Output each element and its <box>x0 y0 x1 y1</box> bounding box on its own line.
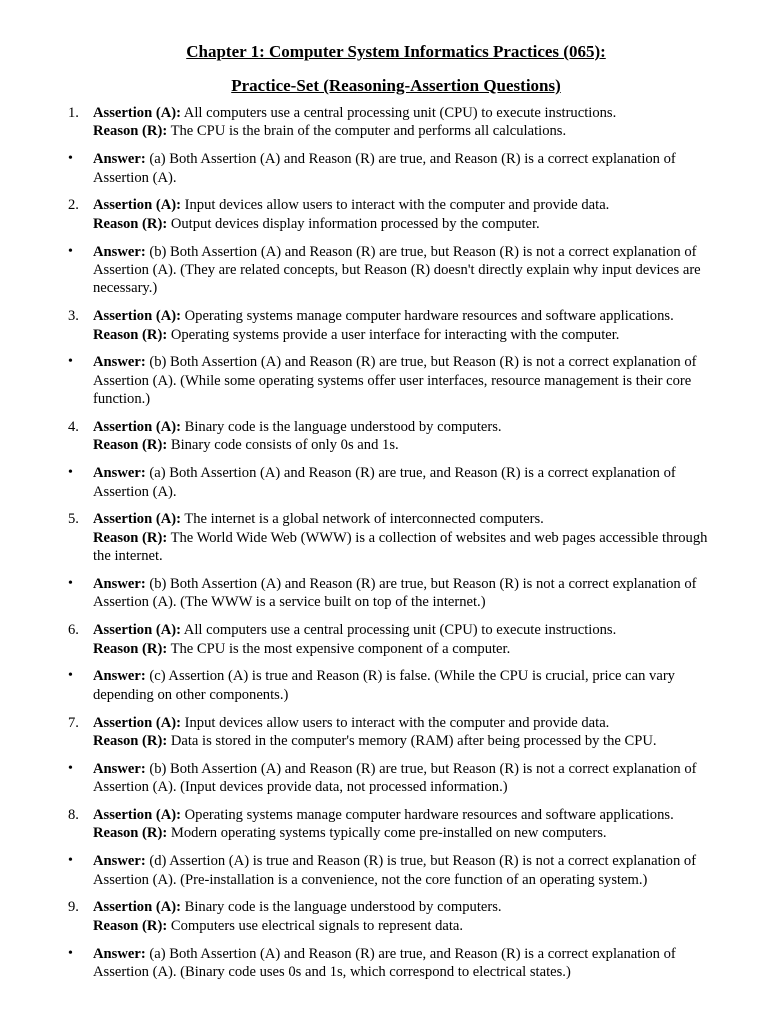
answer-label: Answer: <box>93 576 146 593</box>
question-list <box>68 104 728 981</box>
answer-text: (a) Both Assertion (A) and Reason (R) are true, and Reason (R) is a correct explanation of Assertion (A). (Binary code uses 0s and 1s, which correspond to electrical states.) <box>93 945 676 981</box>
answer-item <box>68 243 728 298</box>
bullet-icon: • <box>68 853 73 869</box>
answer-text: (d) Assertion (A) is true and Reason (R) is true, but Reason (R) is not a correct explanation of Assertion (A). (Pre-installation is a convenience, not the core function of an operating system.) <box>93 853 697 888</box>
reason-label: Reason (R): <box>93 825 168 842</box>
bullet-icon: • <box>68 760 73 776</box>
assertion-text: Operating systems manage computer hardware resources and software applications. <box>184 308 674 325</box>
question-number: 2. <box>68 197 79 214</box>
answer-label: Answer: <box>93 354 146 371</box>
assertion-label: Assertion (A): <box>93 807 181 824</box>
bullet-icon: • <box>68 354 73 370</box>
question-number: 5. <box>68 511 79 528</box>
page-title: Chapter 1: Computer System Informatics Practices (065): <box>186 42 606 61</box>
bullet-icon: • <box>68 465 73 481</box>
reason-line <box>93 122 728 140</box>
assertion-line <box>93 510 728 528</box>
assertion-text: Binary code is the language understood by computers. <box>184 899 502 916</box>
question-item <box>68 510 728 565</box>
reason-line <box>93 640 728 658</box>
reason-text: Modern operating systems typically come pre-installed on new computers. <box>170 825 607 842</box>
answer-item <box>68 353 728 408</box>
reason-line <box>93 732 728 750</box>
reason-text: Output devices display information processed by the computer. <box>170 215 540 232</box>
reason-text: Binary code consists of only 0s and 1s. <box>170 437 399 454</box>
answer-item <box>68 667 728 704</box>
answer-text: (a) Both Assertion (A) and Reason (R) are true, and Reason (R) is a correct explanation of Assertion (A). <box>93 151 676 186</box>
answer-item <box>68 150 728 187</box>
assertion-text: Operating systems manage computer hardware resources and software applications. <box>184 807 674 824</box>
assertion-text: The internet is a global network of interconnected computers. <box>184 511 544 528</box>
answer-item <box>68 852 728 889</box>
answer-label: Answer: <box>93 151 146 168</box>
answer-text: (b) Both Assertion (A) and Reason (R) are true, but Reason (R) is not a correct explanation of Assertion (A). (Input devices provide data, not processed information.) <box>93 760 697 796</box>
answer-item <box>68 464 728 501</box>
assertion-line <box>93 806 728 824</box>
assertion-label: Assertion (A): <box>93 714 181 731</box>
page-subtitle: Practice-Set (Reasoning-Assertion Questions) <box>231 76 561 95</box>
assertion-line <box>93 621 728 639</box>
answer-text: (c) Assertion (A) is true and Reason (R) is false. (While the CPU is crucial, price can vary depending on other components.) <box>93 668 675 703</box>
assertion-text: Binary code is the language understood by computers. <box>184 419 502 436</box>
answer-item <box>68 945 728 982</box>
answer-text: (b) Both Assertion (A) and Reason (R) are true, but Reason (R) is not a correct explanation of Assertion (A). (While some operating systems offer user interfaces, resource management is their core function.) <box>93 354 697 408</box>
question-item <box>68 307 728 344</box>
question-item <box>68 898 728 935</box>
question-item <box>68 714 728 751</box>
assertion-text: Input devices allow users to interact with the computer and provide data. <box>184 197 610 214</box>
assertion-label: Assertion (A): <box>93 197 181 214</box>
answer-text: (b) Both Assertion (A) and Reason (R) are true, but Reason (R) is not a correct explanation of Assertion (A). (They are related concepts, but Reason (R) doesn't directly explain why input devices are necessary.) <box>93 243 701 297</box>
question-item <box>68 806 728 843</box>
bullet-icon: • <box>68 668 73 684</box>
answer-label: Answer: <box>93 760 146 777</box>
reason-line <box>93 436 728 454</box>
assertion-line <box>93 196 728 214</box>
assertion-label: Assertion (A): <box>93 308 181 325</box>
reason-label: Reason (R): <box>93 437 168 454</box>
reason-label: Reason (R): <box>93 123 168 140</box>
assertion-label: Assertion (A): <box>93 105 181 121</box>
assertion-line <box>93 307 728 325</box>
answer-label: Answer: <box>93 668 146 685</box>
assertion-text: All computers use a central processing unit (CPU) to execute instructions. <box>183 105 617 121</box>
reason-line <box>93 917 728 935</box>
reason-label: Reason (R): <box>93 215 168 232</box>
reason-label: Reason (R): <box>93 733 168 750</box>
assertion-text: Input devices allow users to interact with the computer and provide data. <box>184 714 610 731</box>
bullet-icon: • <box>68 243 73 259</box>
answer-label: Answer: <box>93 465 146 482</box>
assertion-label: Assertion (A): <box>93 622 181 639</box>
reason-text: The CPU is the brain of the computer and performs all calculations. <box>170 123 567 140</box>
question-number: 4. <box>68 419 79 436</box>
assertion-line <box>93 104 728 122</box>
assertion-label: Assertion (A): <box>93 419 181 436</box>
answer-text: (b) Both Assertion (A) and Reason (R) are true, but Reason (R) is not a correct explanation of Assertion (A). (The WWW is a service built on top of the internet.) <box>93 576 697 611</box>
reason-text: Computers use electrical signals to represent data. <box>170 917 464 934</box>
assertion-label: Assertion (A): <box>93 899 181 916</box>
reason-line <box>93 326 728 344</box>
answer-item <box>68 760 728 797</box>
assertion-line <box>93 714 728 732</box>
bullet-icon: • <box>68 151 73 167</box>
assertion-label: Assertion (A): <box>93 511 181 528</box>
bullet-icon: • <box>68 945 73 961</box>
question-item <box>68 104 728 141</box>
question-item <box>68 418 728 455</box>
reason-label: Reason (R): <box>93 326 168 343</box>
answer-label: Answer: <box>93 945 146 962</box>
question-number: 3. <box>68 308 79 325</box>
assertion-line <box>93 418 728 436</box>
assertion-line <box>93 898 728 916</box>
reason-label: Reason (R): <box>93 640 168 657</box>
reason-text: Data is stored in the computer's memory (RAM) after being processed by the CPU. <box>170 733 657 750</box>
question-item <box>68 196 728 233</box>
assertion-text: All computers use a central processing unit (CPU) to execute instructions. <box>183 622 617 639</box>
question-number: 1. <box>68 105 79 121</box>
reason-line <box>93 529 728 566</box>
bullet-icon: • <box>68 576 73 592</box>
question-number: 9. <box>68 899 79 916</box>
answer-label: Answer: <box>93 243 146 260</box>
reason-text: Operating systems provide a user interface for interacting with the computer. <box>170 326 620 343</box>
question-number: 8. <box>68 807 79 824</box>
reason-text: The CPU is the most expensive component of a computer. <box>170 640 511 657</box>
question-number: 7. <box>68 714 79 731</box>
question-number: 6. <box>68 622 79 639</box>
answer-text: (a) Both Assertion (A) and Reason (R) are true, and Reason (R) is a correct explanation of Assertion (A). <box>93 465 676 500</box>
question-item <box>68 621 728 658</box>
reason-line <box>93 215 728 233</box>
reason-label: Reason (R): <box>93 917 168 934</box>
reason-text: The World Wide Web (WWW) is a collection of websites and web pages accessible through the internet. <box>93 529 708 565</box>
reason-line <box>93 824 728 842</box>
answer-item <box>68 575 728 612</box>
reason-label: Reason (R): <box>93 529 168 546</box>
answer-label: Answer: <box>93 853 146 870</box>
